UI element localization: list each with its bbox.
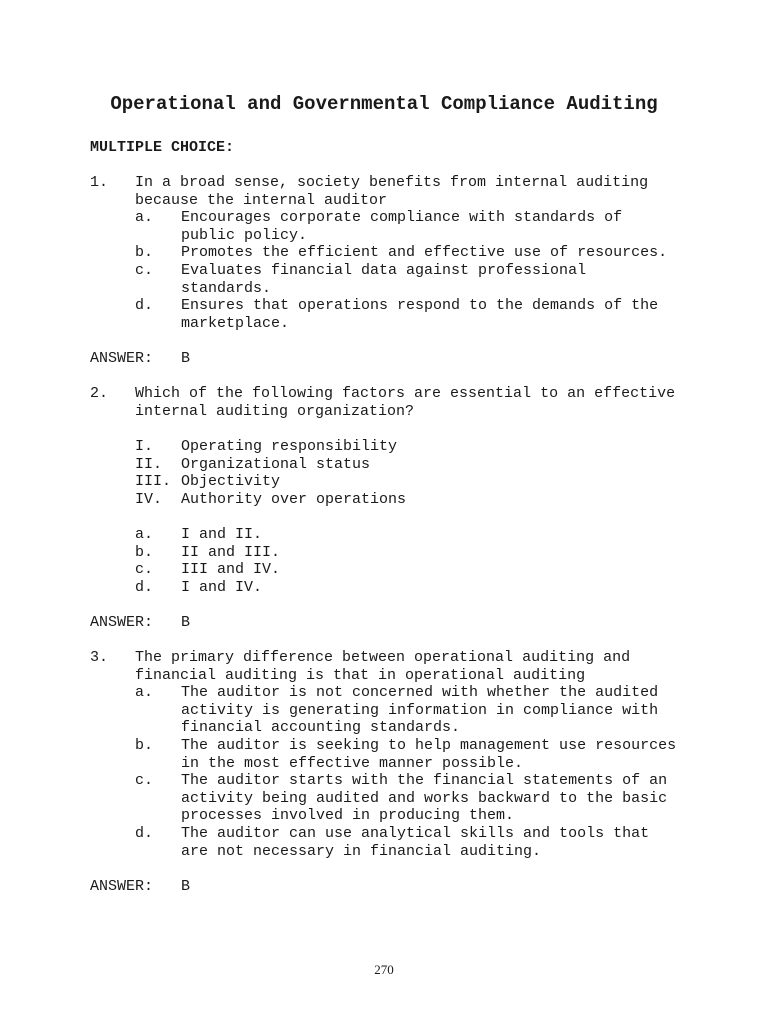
question-stem-line: Which of the following factors are essential to an effective — [135, 385, 676, 402]
option-letter: d. — [135, 825, 154, 842]
option-letter: b. — [135, 737, 154, 754]
page-title: Operational and Governmental Compliance Auditing — [110, 93, 658, 115]
answer-label: ANSWER: — [90, 614, 154, 631]
option-text: I and II. — [181, 526, 263, 543]
option-text: in the most effective manner possible. — [181, 755, 524, 772]
question-number: 2. — [90, 385, 109, 402]
answer-value: B — [181, 614, 191, 631]
option-letter: c. — [135, 772, 154, 789]
question-stem-line: The primary difference between operational auditing and — [135, 649, 631, 666]
option-letter: a. — [135, 526, 154, 543]
option-text: III and IV. — [181, 561, 281, 578]
option-text: activity being audited and works backward to the basic — [181, 790, 668, 807]
option-text: Promotes the efficient and effective use of resources. — [181, 244, 668, 261]
option-text: activity is generating information in compliance with — [181, 702, 659, 719]
option-text: I and IV. — [181, 579, 263, 596]
question-stem-line: In a broad sense, society benefits from internal auditing — [135, 174, 649, 191]
answer-value: B — [181, 878, 191, 895]
option-text: Encourages corporate compliance with standards of — [181, 209, 623, 226]
factor-numeral: III. — [135, 473, 172, 490]
option-text: public policy. — [181, 227, 308, 244]
option-text: Evaluates financial data against professional — [181, 262, 587, 279]
section-label: MULTIPLE CHOICE: — [90, 139, 235, 156]
option-text: The auditor is seeking to help management use resources — [181, 737, 677, 754]
factor-text: Operating responsibility — [181, 438, 398, 455]
option-text: financial accounting standards. — [181, 719, 461, 736]
option-letter: d. — [135, 297, 154, 314]
option-letter: a. — [135, 209, 154, 226]
option-letter: b. — [135, 544, 154, 561]
option-text: Ensures that operations respond to the demands of the — [181, 297, 659, 314]
option-text: The auditor is not concerned with whether the audited — [181, 684, 659, 701]
factor-text: Authority over operations — [181, 491, 407, 508]
option-text: The auditor starts with the financial statements of an — [181, 772, 668, 789]
answer-value: B — [181, 350, 191, 367]
option-letter: a. — [135, 684, 154, 701]
question-stem-line: because the internal auditor — [135, 192, 388, 209]
question-stem-line: financial auditing is that in operational auditing — [135, 667, 586, 684]
factor-text: Organizational status — [181, 456, 371, 473]
option-text: The auditor can use analytical skills and tools that — [181, 825, 650, 842]
option-text: marketplace. — [181, 315, 290, 332]
option-letter: b. — [135, 244, 154, 261]
page-number: 270 — [374, 962, 394, 977]
factor-numeral: IV. — [135, 491, 163, 508]
option-letter: c. — [135, 262, 154, 279]
option-letter: c. — [135, 561, 154, 578]
answer-label: ANSWER: — [90, 350, 154, 367]
factor-numeral: II. — [135, 456, 163, 473]
factor-numeral: I. — [135, 438, 154, 455]
question-number: 3. — [90, 649, 109, 666]
option-text: processes involved in producing them. — [181, 807, 515, 824]
factor-text: Objectivity — [181, 473, 281, 490]
option-text: standards. — [181, 280, 272, 297]
option-letter: d. — [135, 579, 154, 596]
question-number: 1. — [90, 174, 109, 191]
option-text: II and III. — [181, 544, 281, 561]
question-stem-line: internal auditing organization? — [135, 403, 415, 420]
answer-label: ANSWER: — [90, 878, 154, 895]
option-text: are not necessary in financial auditing. — [181, 843, 542, 860]
